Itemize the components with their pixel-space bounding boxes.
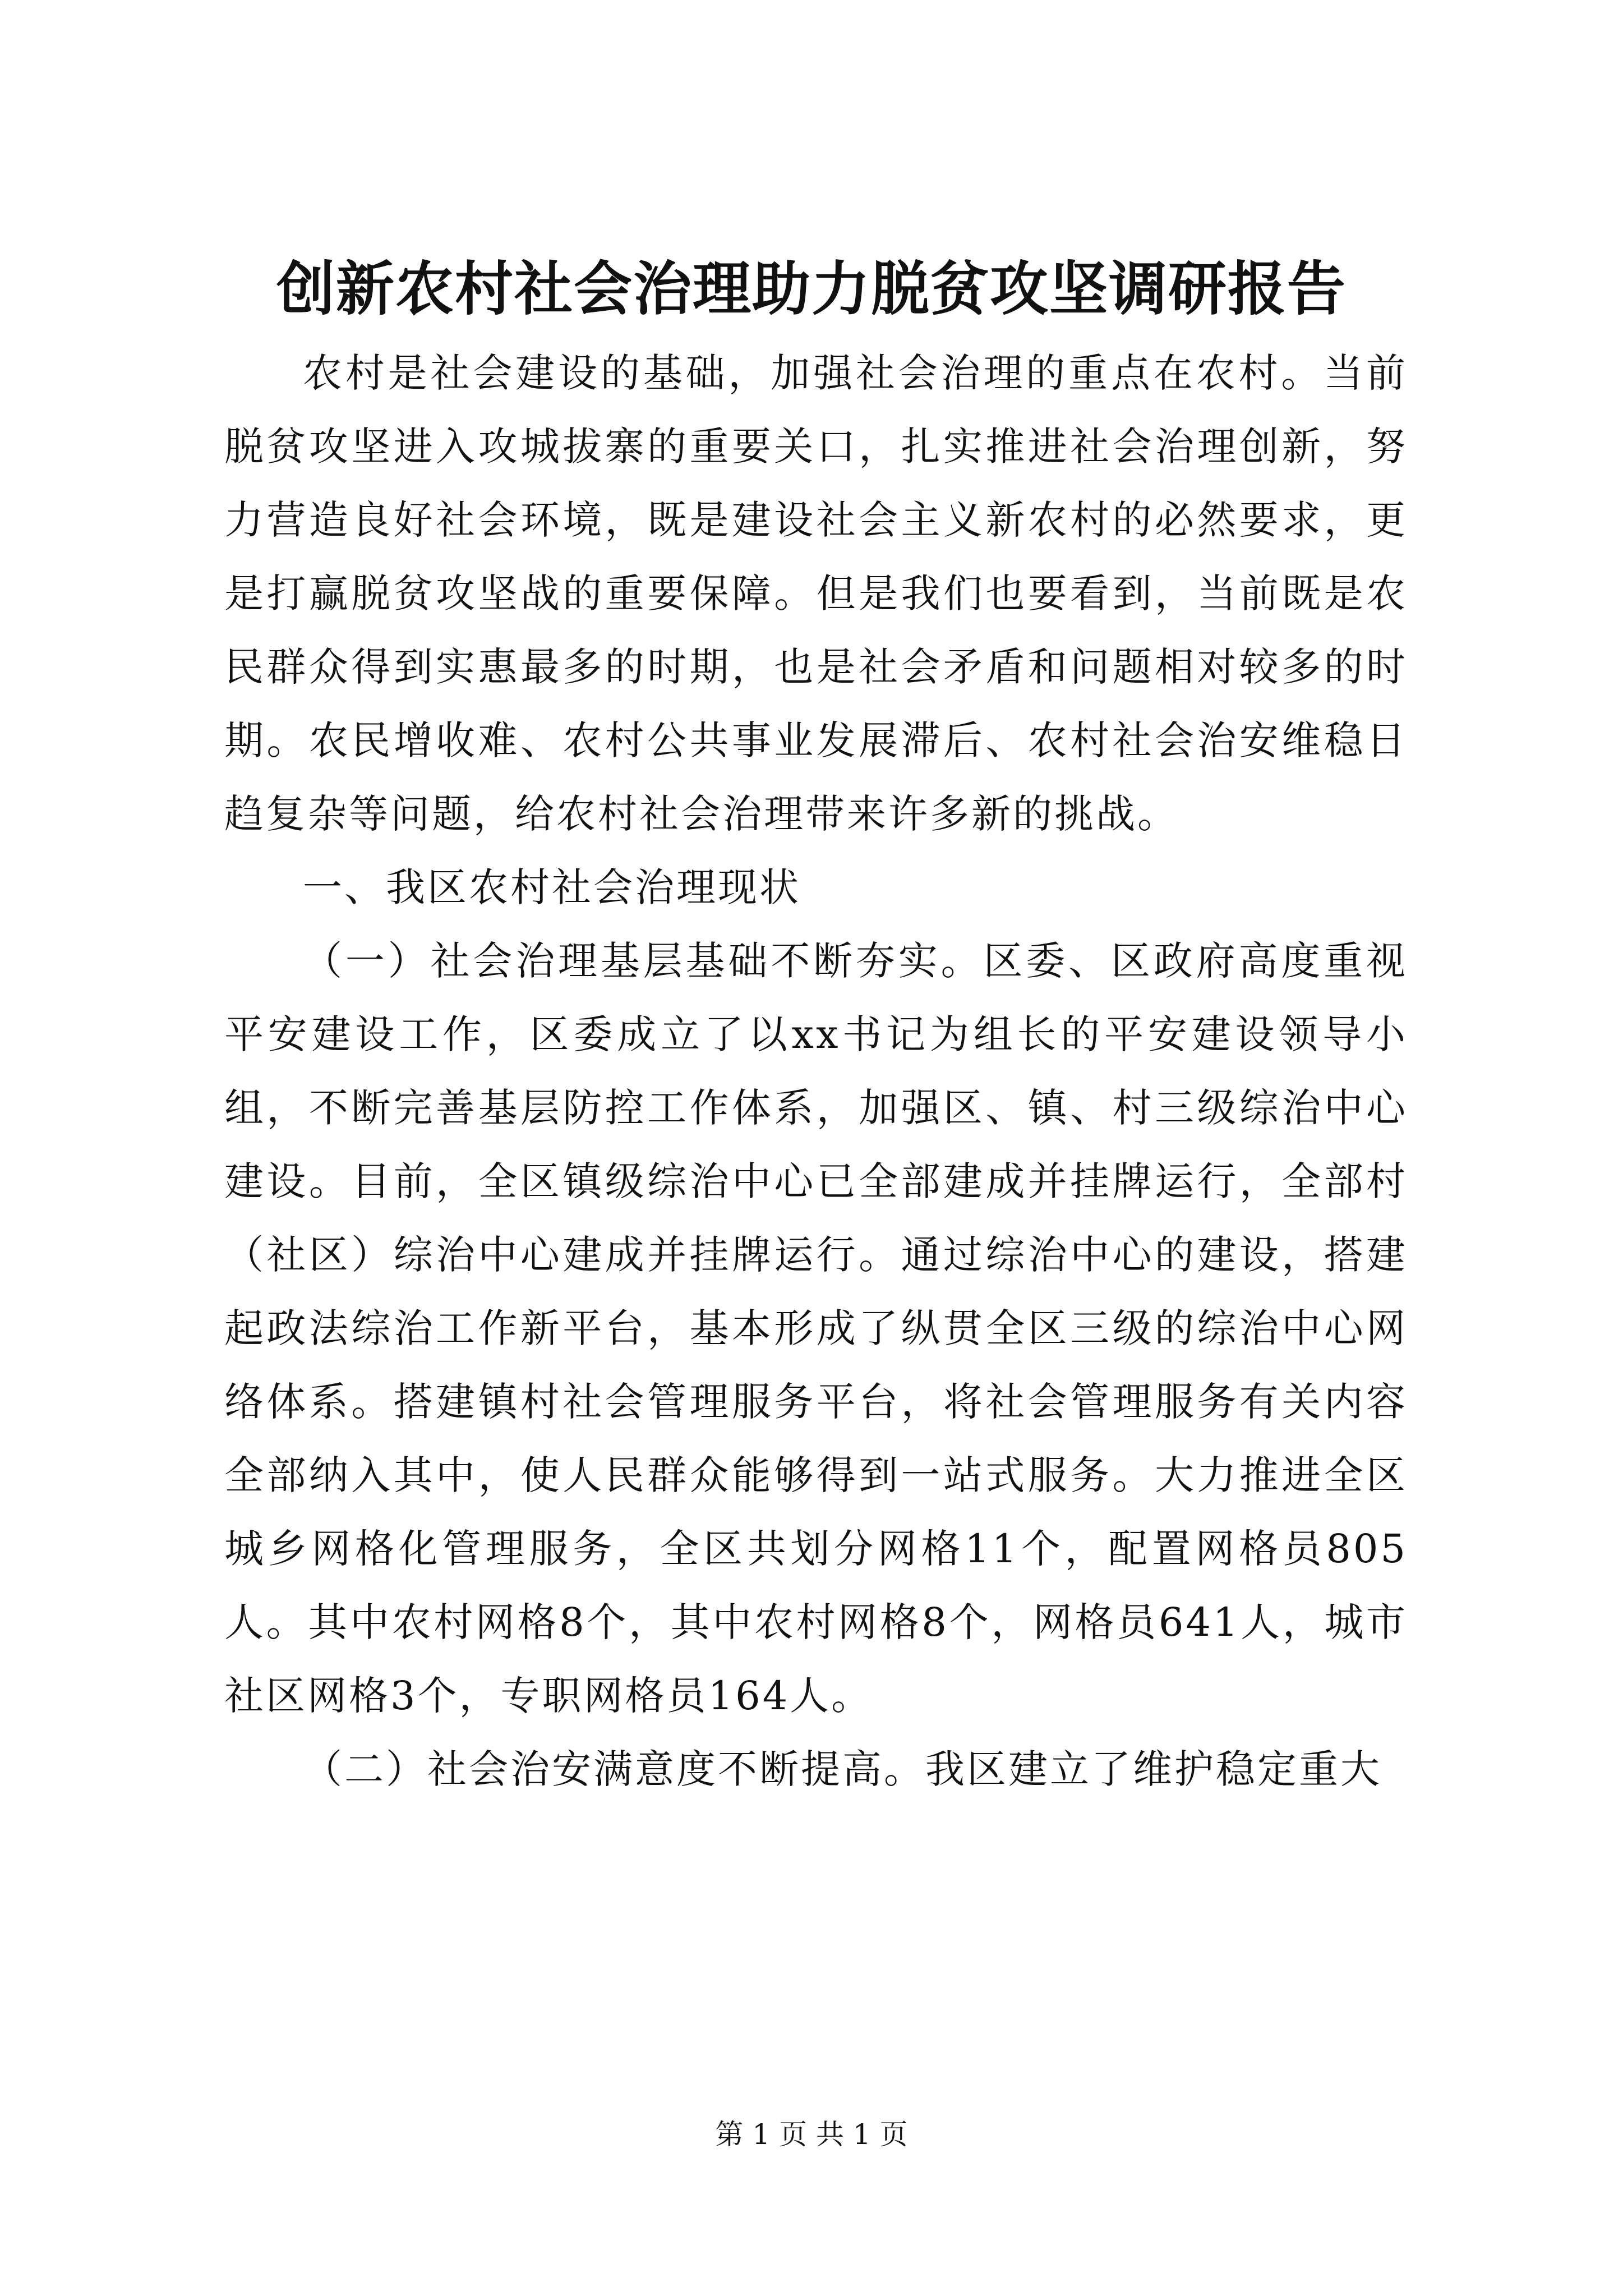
section-heading-1: 一、我区农村社会治理现状 [303,864,801,910]
document-title: 创新农村社会治理助力脱贫攻坚调研报告 [276,254,1347,323]
paragraph-intro: 农村是社会建设的基础，加强社会治理的重点在农村。当前脱贫攻坚进入攻城拔寨的重要关口，扎实推进社会治理创新，努力营造良好社会环境，既是建设社会主义新农村的必然要求，更是打赢脱贫攻坚战的重要保障。但是我们也要看到，当前既是农民群众得到实惠最多的时期，也是社会矛盾和问题相对较多的时期。农民增收难、农村公共事业发展滞后、农村社会治安维稳日趋复杂等问题，给农村社会治理带来许多新的挑战。 [224,350,1408,837]
paragraph-section-1-1: （一）社会治理基层基础不断夯实。区委、区政府高度重视平安建设工作，区委成立了以xx书记为组长的平安建设领导小组，不断完善基层防控工作体系，加强区、镇、村三级综治中心建设。目前，全区镇级综治中心已全部建成并挂牌运行，全部村（社区）综治中心建成并挂牌运行。通过综治中心的建设，搭建起政法综治工作新平台，基本形成了纵贯全区三级的综治中心网络体系。搭建镇村社会管理服务平台，将社会管理服务有关内容全部纳入其中，使人民群众能够得到一站式服务。大力推进全区城乡网格化管理服务，全区共划分网格11个，配置网格员805人。其中农村网格8个，其中农村网格8个，网格员641人，城市社区网格3个，专职网格员164人。 [224,938,1408,1719]
paragraph-section-1-2: （二）社会治安满意度不断提高。我区建立了维护稳定重大 [303,1746,1382,1792]
page-footer: 第 1 页 共 1 页 [715,2118,908,2151]
document-body [224,337,1408,1806]
